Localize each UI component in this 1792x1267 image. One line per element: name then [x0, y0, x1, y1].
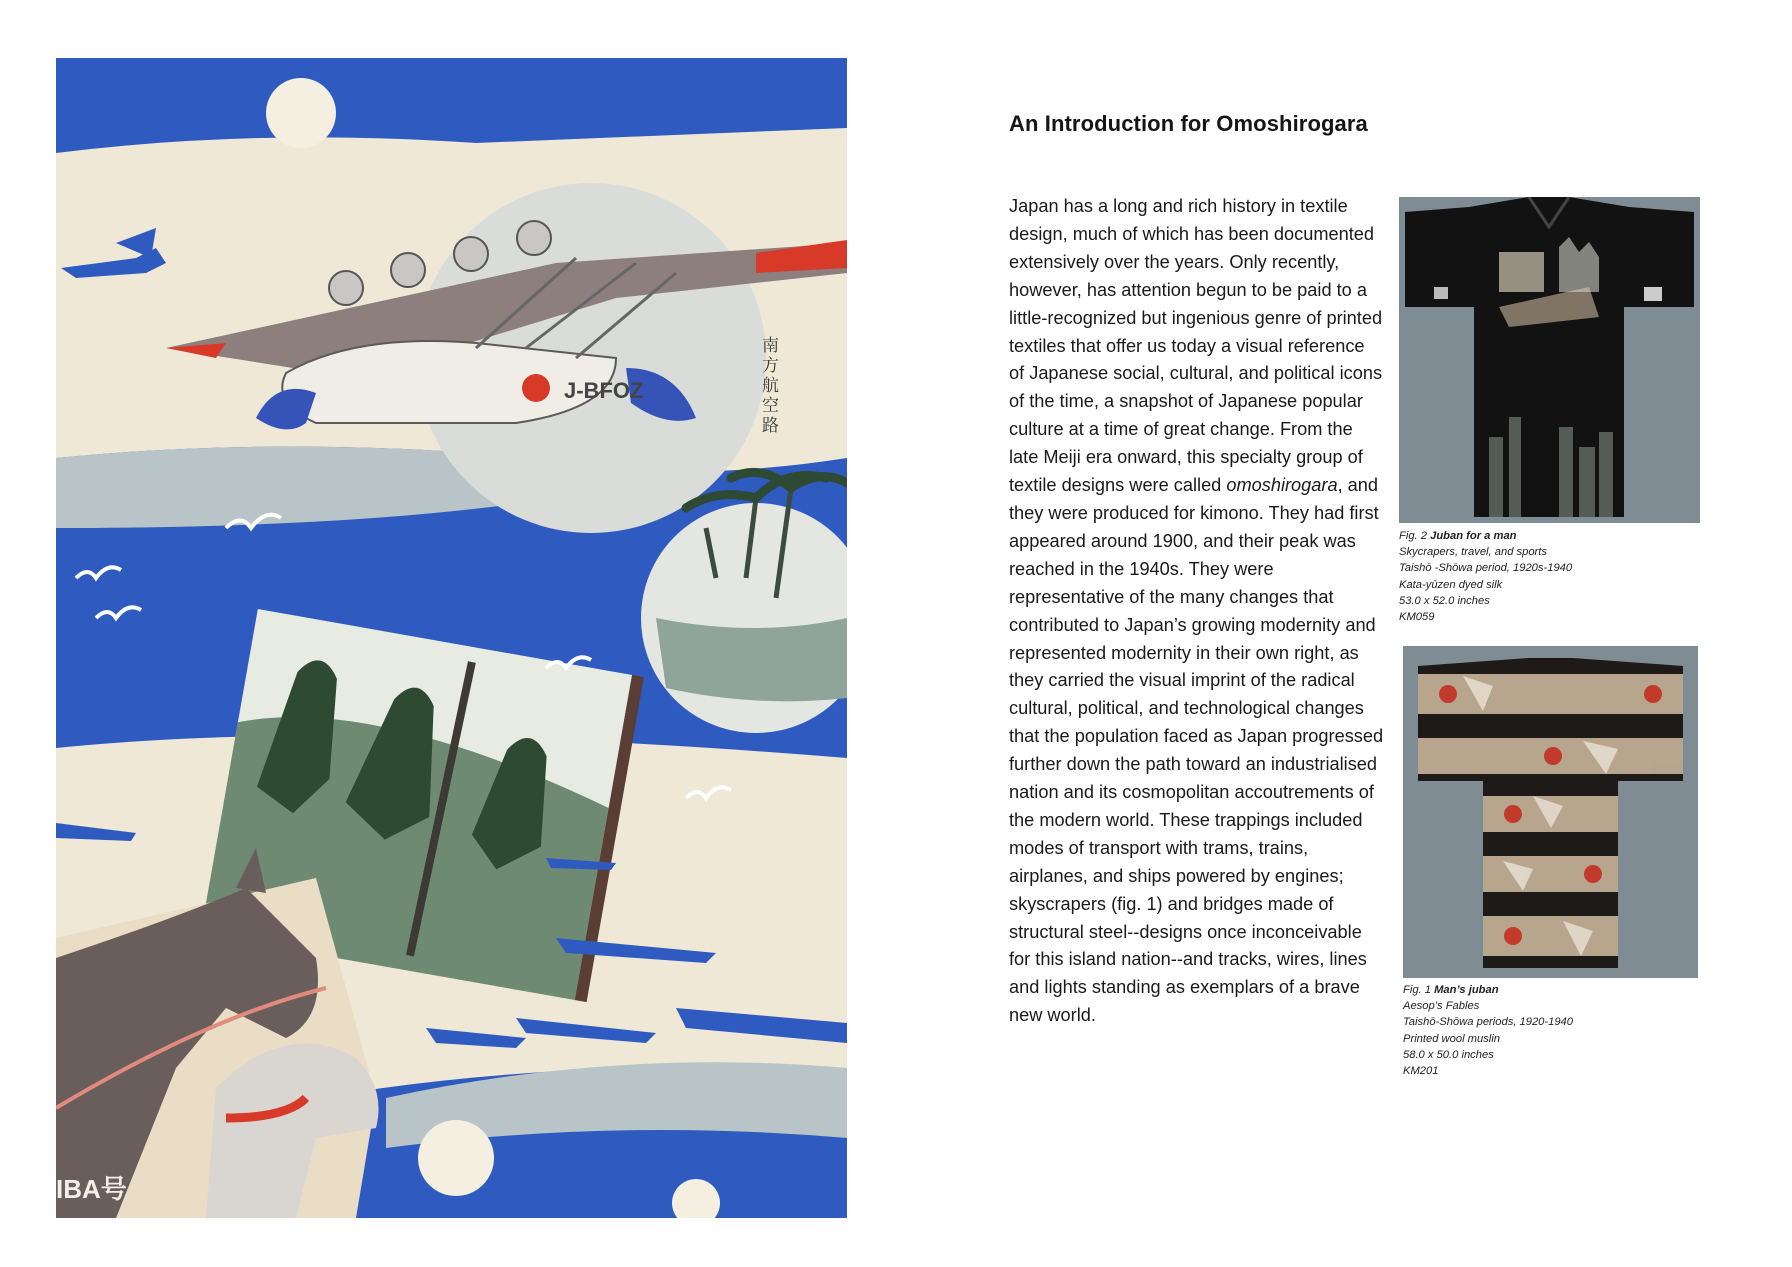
fig1-line: Aesop’s Fables — [1403, 1000, 1480, 1013]
black-juban-kimono-photo — [1399, 197, 1700, 523]
page-title: An Introduction for Omoshirogara — [1009, 111, 1368, 136]
textile-illustration — [56, 58, 847, 1218]
fig1-title: Man’s juban — [1434, 984, 1499, 996]
textile-corner-text: IBA号 — [56, 1174, 127, 1204]
fig1-line: Taishō-Shōwa periods, 1920-1940 — [1403, 1016, 1574, 1029]
fig2-label: Fig. 2 — [1399, 530, 1427, 542]
vertical-calligraphy: 南方航空路 — [762, 336, 779, 436]
figure-2-caption — [1399, 528, 1572, 625]
fig1-label: Fig. 1 — [1403, 984, 1431, 996]
fig2-line: Skycrapers, travel, and sports — [1399, 546, 1547, 559]
fig2-line: Taishō -Shōwa period, 1920s-1940 — [1399, 562, 1573, 575]
body-paragraph — [1009, 193, 1384, 1030]
fig2-title: Juban for a man — [1430, 530, 1517, 542]
body-italic-term: omoshirogara — [1226, 475, 1338, 496]
omoshirogara-textile-art — [56, 58, 847, 1218]
patterned-juban-kimono-photo — [1403, 646, 1698, 978]
fig2-line: 53.0 x 52.0 inches — [1399, 594, 1490, 607]
fig2-line: KM059 — [1399, 611, 1435, 624]
fig1-line: 58.0 x 50.0 inches — [1403, 1048, 1494, 1061]
fig2-line: Kata-yūzen dyed silk — [1399, 578, 1503, 591]
figure-1-caption — [1403, 982, 1573, 1079]
fig1-line: Printed wool muslin — [1403, 1032, 1501, 1045]
body-text-part-1: Japan has a long and rich history in textile design, much of which has been documented extensively over the years. Only recently, however, has attention begun to be paid to a little-recognized but ingenious genre of printed textiles that offer us today a visual reference of Japanese social, cultural, and political icons of the time, a snapshot of Japanese popular culture at a time of great change. From the late Meiji era onward, this specialty group of textile designs were called — [1009, 196, 1383, 496]
figure-2-image — [1399, 197, 1700, 523]
plane-marking: J-BFOZ — [564, 378, 644, 403]
fig1-line: KM201 — [1403, 1065, 1439, 1078]
figure-1-image — [1403, 646, 1698, 978]
body-text-part-2: , and they were produced for kimono. They had first appeared around 1900, and their peak was reached in the 1940s. They were representative of the many changes that contributed to Japan’s growing modernity and represented modernity in their own right, as they carried the visual imprint of the radical cultural, political, and technological changes that the population faced as Japan progressed further down the path toward an industrialised nation and its cosmopolitan accoutrements of the modern world. These trappings included modes of transport with trams, trains, airplanes, and ships powered by engines; skyscrapers (fig. 1) and bridges made of structural steel--designs once inconceivable for this island nation--and tracks, wires, lines and lights standing as exemplars of a brave new world. — [1009, 475, 1384, 1026]
